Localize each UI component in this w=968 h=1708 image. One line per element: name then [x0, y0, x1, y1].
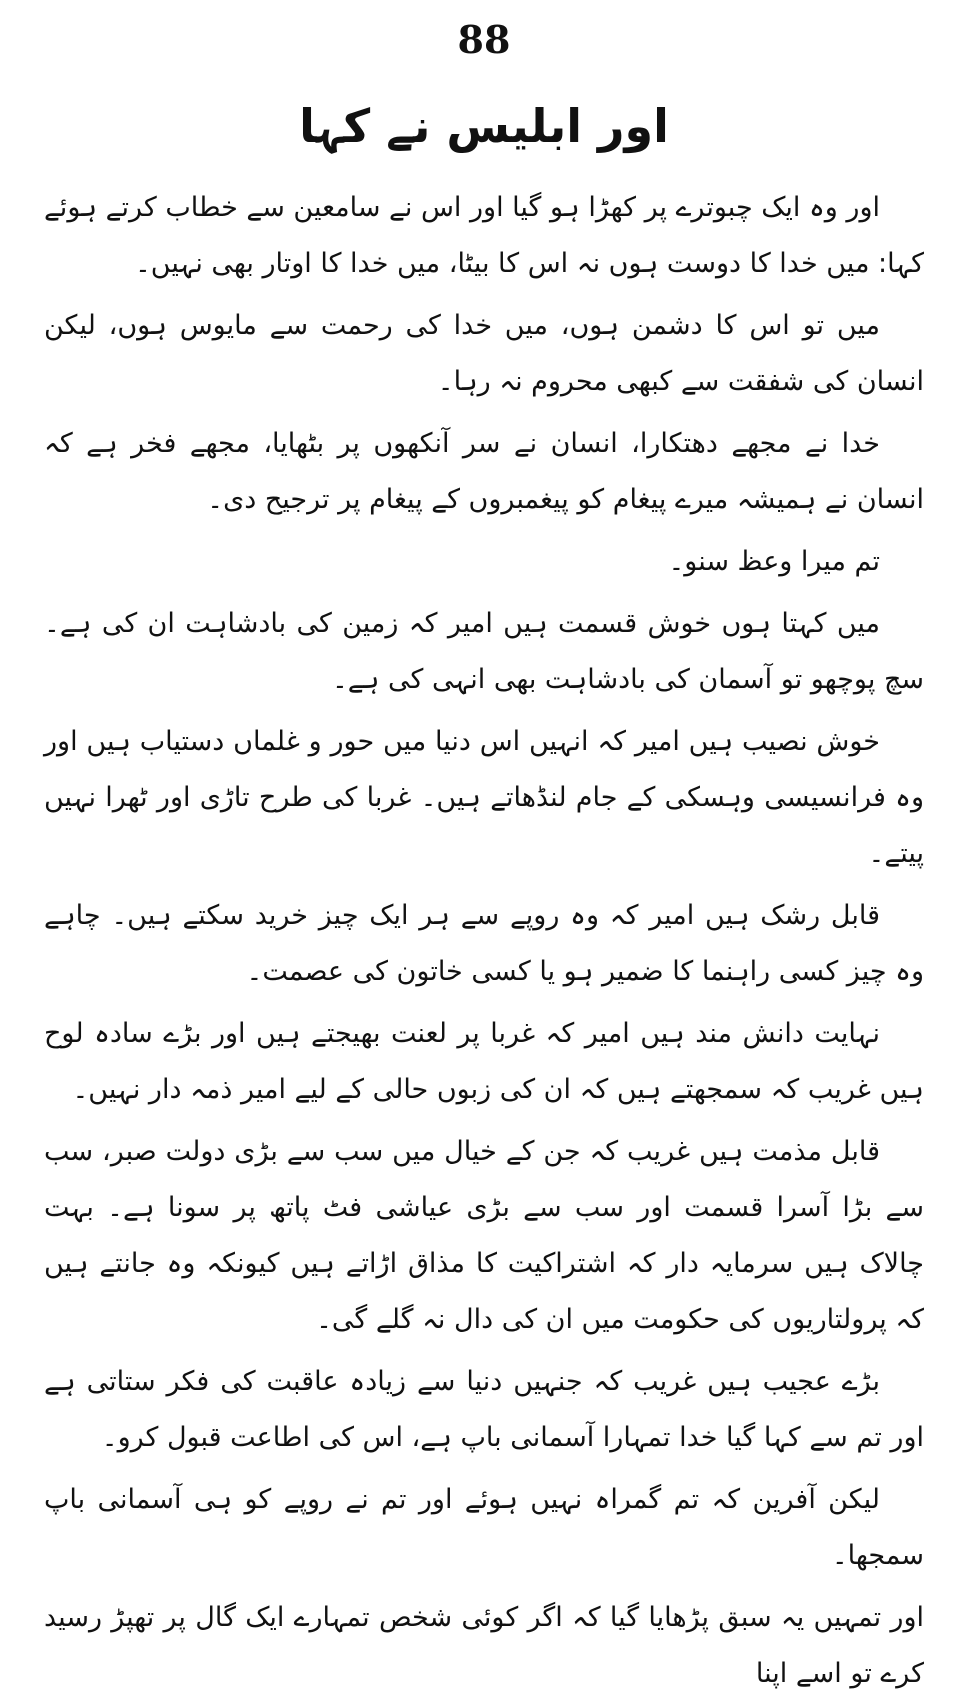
paragraph: نہایت دانش مند ہیں امیر کہ غربا پر لعنت بھیجتے ہیں اور بڑے سادہ لوح ہیں غریب کہ سمجھتے ہیں کہ ان کی زبوں حالی کے لیے امیر ذمہ دار نہیں۔: [44, 1018, 924, 1105]
paragraph: خدا نے مجھے دھتکارا، انسان نے سر آنکھوں پر بٹھایا، مجھے فخر ہے کہ انسان نے ہمیشہ میرے پیغام کو پیغمبروں کے پیغام پر ترجیح دی۔: [44, 428, 924, 515]
page-number: 88: [457, 17, 511, 62]
paragraph: بڑے عجیب ہیں غریب کہ جنہیں دنیا سے زیادہ عاقبت کی فکر ستاتی ہے اور تم سے کہا گیا خدا تمہارا آسمانی باپ ہے، اس کی اطاعت قبول کرو۔: [44, 1366, 924, 1453]
body-text: [44, 180, 924, 1708]
paragraph: قابل مذمت ہیں غریب کہ جن کے خیال میں سب سے بڑی دولت صبر، سب سے بڑا آسرا قسمت اور سب سے بڑی عیاشی فٹ پاتھ پر سونا ہے۔ بہت چالاک ہیں سرمایہ دار کہ اشتراکیت کا مذاق اڑاتے ہیں کیونکہ وہ جانتے ہیں کہ پرولتاریوں کی حکومت میں ان کی دال نہ گلے گی۔: [44, 1136, 924, 1335]
paragraph: میں کہتا ہوں خوش قسمت ہیں امیر کہ زمین کی بادشاہت ان کی ہے۔ سچ پوچھو تو آسمان کی بادشاہت بھی انہی کی ہے۔: [44, 608, 924, 695]
paragraph: تم میرا وعظ سنو۔: [668, 546, 880, 577]
paragraph: اور تمہیں یہ سبق پڑھایا گیا کہ اگر کوئی شخص تمہارے ایک گال پر تھپڑ رسید کرے تو اسے اپنا: [44, 1602, 924, 1689]
paragraph: خوش نصیب ہیں امیر کہ انہیں اس دنیا میں حور و غلماں دستیاب ہیں اور وہ فرانسیسی وہسکی کے جام لنڈھاتے ہیں۔ غربا کی طرح تاڑی اور ٹھرا نہیں پیتے۔: [44, 726, 924, 869]
paragraph: میں تو اس کا دشمن ہوں، میں خدا کی رحمت سے مایوس ہوں، لیکن انسان کی شفقت سے کبھی محروم نہ رہا۔: [44, 310, 924, 397]
paragraph: لیکن آفرین کہ تم گمراہ نہیں ہوئے اور تم نے روپے کو ہی آسمانی باپ سمجھا۔: [44, 1484, 924, 1571]
paragraph: اور وہ ایک چبوترے پر کھڑا ہو گیا اور اس نے سامعین سے خطاب کرتے ہوئے کہا: میں خدا کا دوست ہوں نہ اس کا بیٹا، میں خدا کا اوتار بھی نہیں۔: [43, 192, 924, 279]
chapter-title: اور ابلیس نے کہا: [299, 99, 669, 153]
paragraph: قابل رشک ہیں امیر کہ وہ روپے سے ہر ایک چیز خرید سکتے ہیں۔ چاہے وہ چیز کسی راہنما کا ضمیر ہو یا کسی خاتون کی عصمت۔: [44, 900, 924, 987]
